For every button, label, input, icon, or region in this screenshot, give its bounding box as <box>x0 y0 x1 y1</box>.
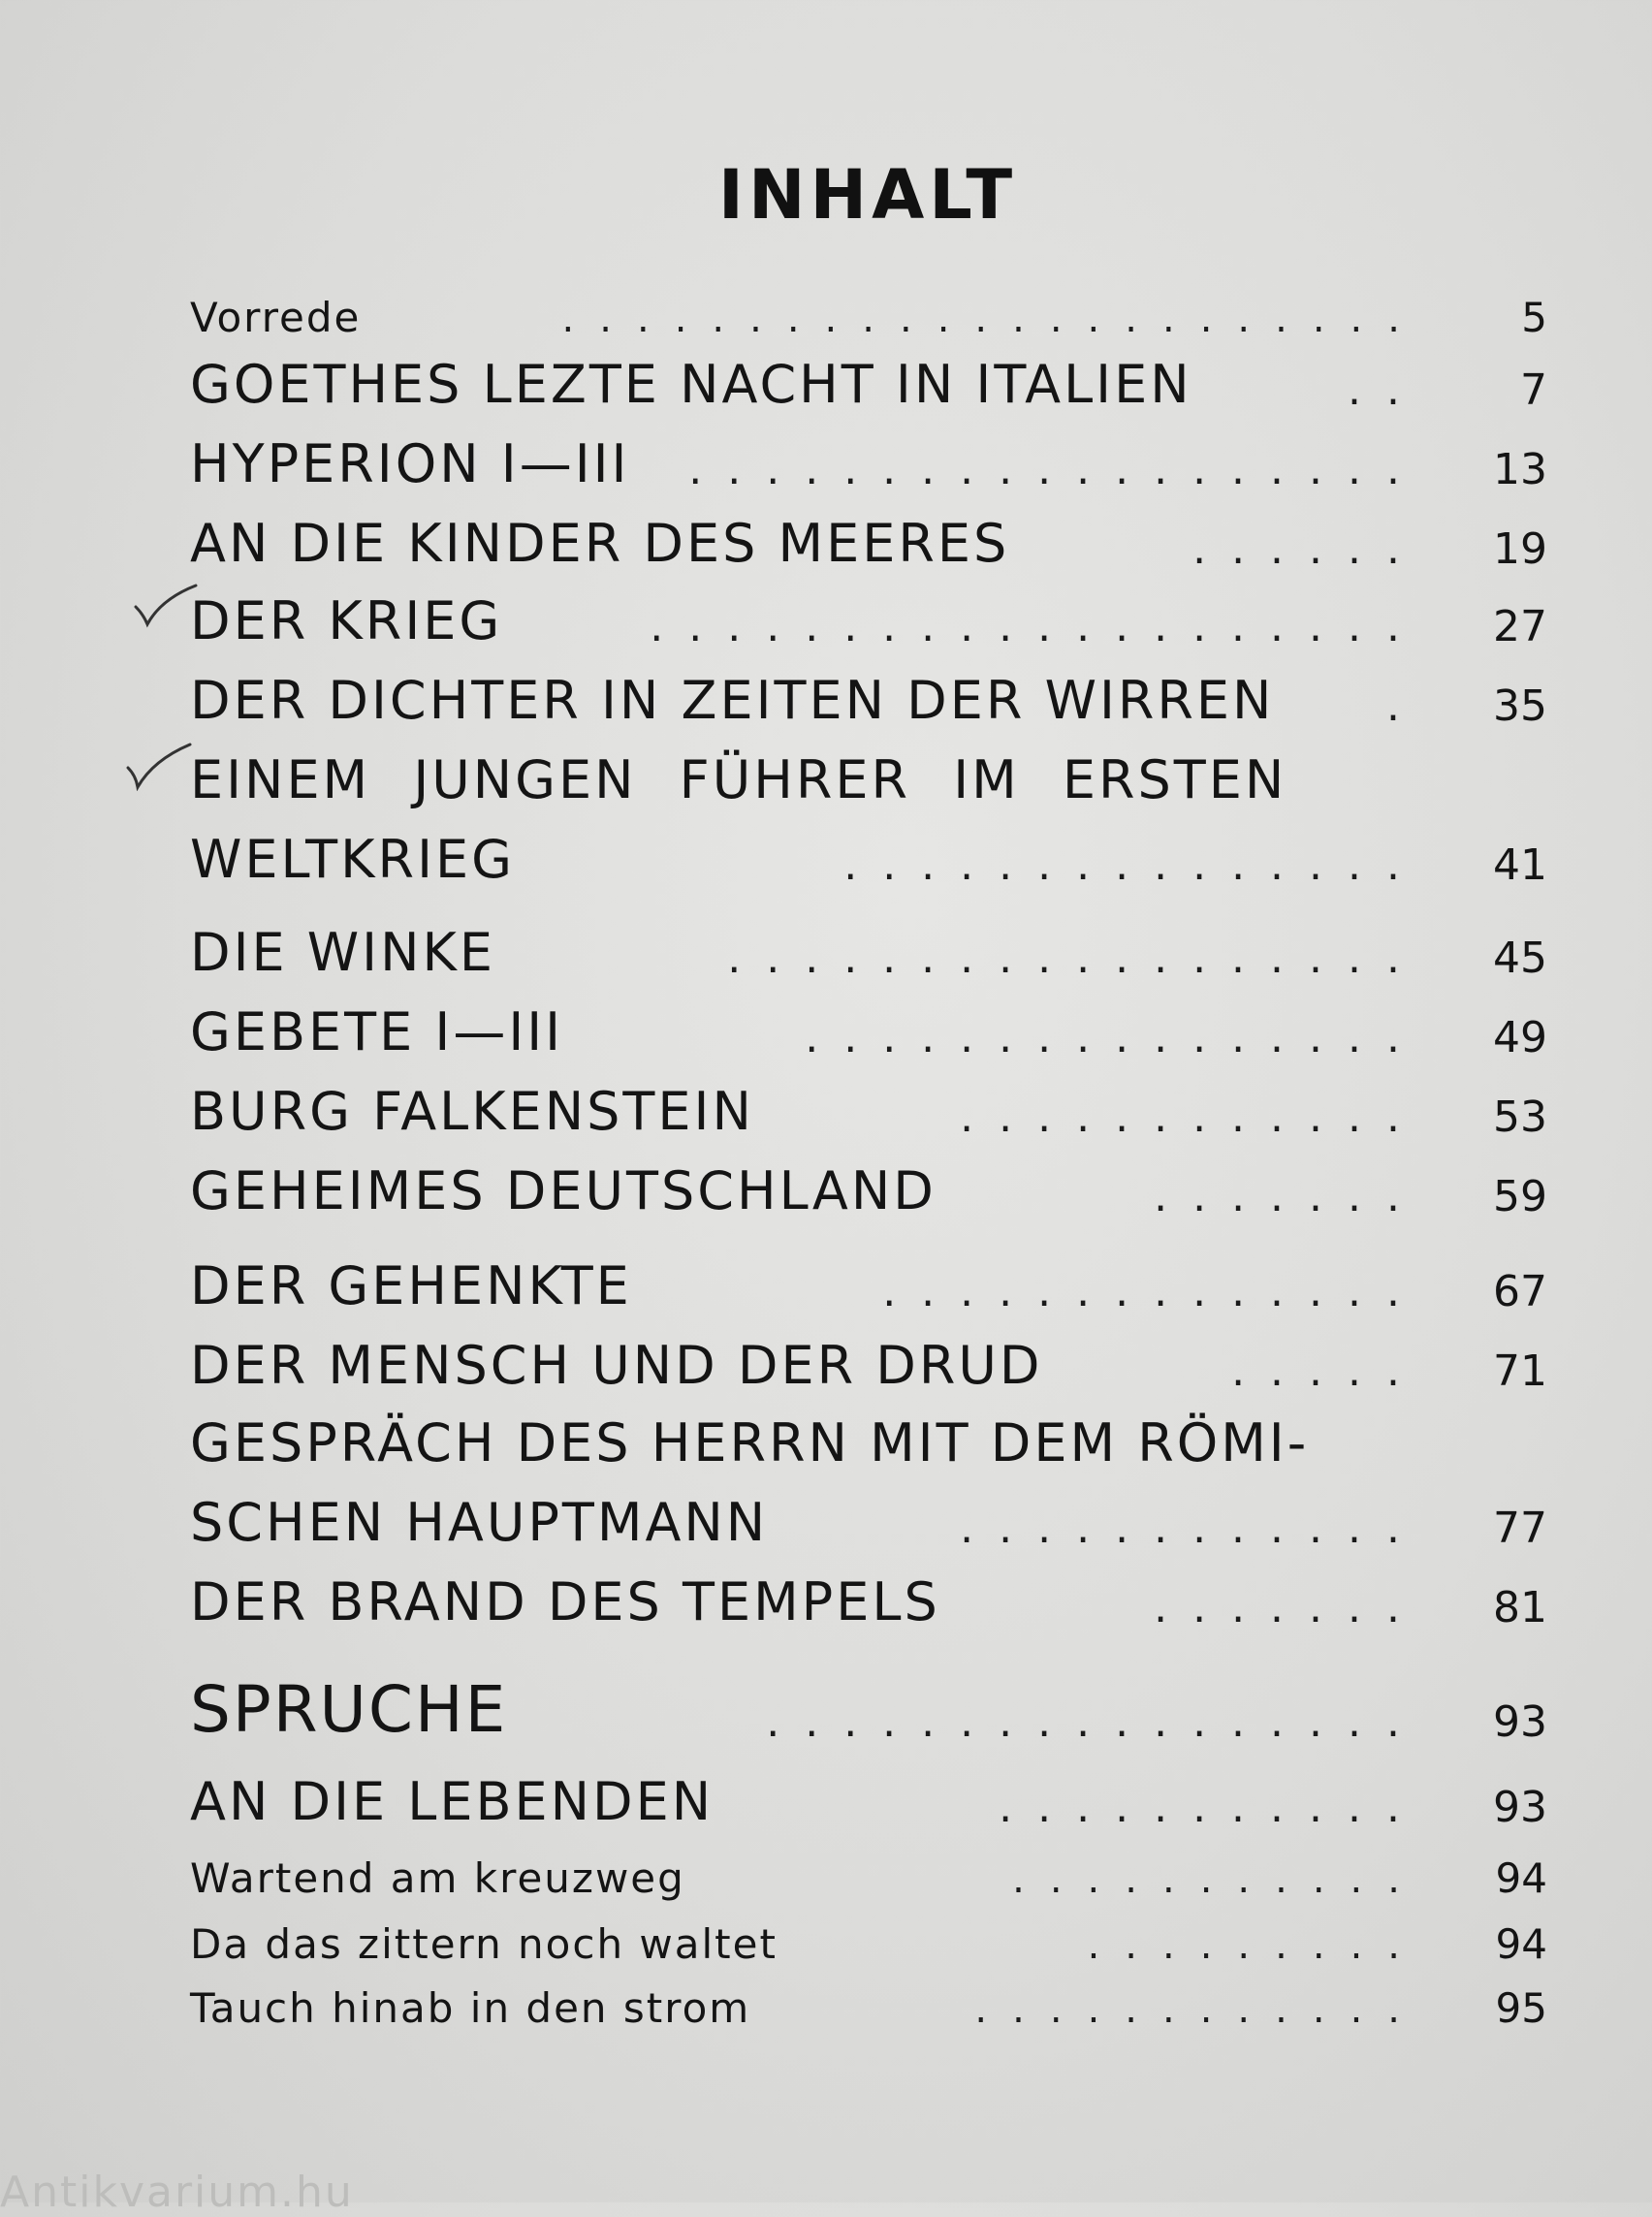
page-number: 41 <box>1493 840 1547 890</box>
leader-dots: ........... <box>999 1783 1425 1832</box>
leader-dots: ....... <box>1154 1583 1425 1632</box>
toc-entry <box>190 337 1547 415</box>
page-number: 49 <box>1493 1013 1547 1062</box>
toc-entry <box>190 417 1547 494</box>
toc-entry-first-line <box>190 733 1547 810</box>
entry-title: Vorrede <box>190 294 362 341</box>
page-number: 77 <box>1493 1504 1547 1553</box>
toc-entry-first-line <box>190 1396 1547 1473</box>
toc-entry <box>190 1555 1547 1632</box>
page-number: 67 <box>1493 1267 1547 1316</box>
leader-dots: ............ <box>960 1093 1425 1142</box>
page-number: 19 <box>1493 524 1547 574</box>
leader-dots: ............ <box>960 1504 1425 1553</box>
page-number: 93 <box>1493 1697 1547 1747</box>
entry-title: GEHEIMES DEUTSCHLAND <box>190 1160 937 1221</box>
leader-dots: .............. <box>882 1267 1425 1316</box>
toc-entry <box>190 985 1547 1062</box>
page-title: INHALT <box>717 155 1018 235</box>
toc-entry <box>190 1144 1547 1221</box>
toc-entry <box>190 574 1547 651</box>
entry-title: DER BRAND DES TEMPELS <box>190 1571 940 1632</box>
toc-entry <box>190 905 1547 983</box>
leader-dots: ...... <box>1192 524 1425 574</box>
leader-dots: ............... <box>843 840 1425 890</box>
entry-title: DER GEHENKTE <box>190 1255 632 1316</box>
entry-title: SCHEN HAUPTMANN <box>190 1492 769 1553</box>
toc-entry <box>190 1318 1547 1396</box>
toc-entry <box>190 1064 1547 1142</box>
page-number: 95 <box>1495 1984 1547 2032</box>
toc-entry <box>190 1475 1547 1553</box>
entry-title: HYPERION I—III <box>190 433 630 494</box>
entry-title: GEBETE I—III <box>190 1001 564 1062</box>
toc-entry <box>190 812 1547 890</box>
watermark: Antikvarium.hu <box>0 2168 354 2217</box>
page-number: 45 <box>1493 934 1547 983</box>
page-number: 5 <box>1521 294 1547 341</box>
page-number: 94 <box>1495 1854 1547 1902</box>
leader-dots: ................. <box>766 1697 1425 1747</box>
entry-title: SPRUCHE <box>190 1672 508 1747</box>
entry-title: AN DIE KINDER DES MEERES <box>190 513 1010 574</box>
toc-entry <box>190 1954 1547 2032</box>
checkmark-icon <box>132 582 200 630</box>
leader-dots: .. <box>1348 365 1425 415</box>
page-number: 7 <box>1520 365 1547 415</box>
page-number: 27 <box>1493 602 1547 651</box>
toc-entry <box>190 1755 1547 1832</box>
page-number: 35 <box>1493 681 1547 731</box>
entry-title: DER MENSCH UND DER DRUD <box>190 1335 1043 1396</box>
leader-dots: ....................... <box>561 297 1425 341</box>
entry-title: Tauch hinab in den strom <box>190 1984 751 2032</box>
page-number: 13 <box>1493 445 1547 494</box>
toc-entry <box>190 264 1547 341</box>
page-number: 94 <box>1495 1920 1547 1968</box>
entry-title: DIE WINKE <box>190 922 496 983</box>
leader-dots: . <box>1386 681 1425 731</box>
leader-dots: ........... <box>1012 1857 1425 1902</box>
entry-title-line1: GESPRÄCH DES HERRN MIT DEM RÖMI- <box>190 1412 1310 1473</box>
entry-title-line1: EINEM JUNGEN FÜHRER IM ERSTEN <box>190 749 1287 810</box>
toc-entry <box>190 653 1547 731</box>
leader-dots: ............ <box>974 1987 1425 2032</box>
leader-dots: ......... <box>1087 1923 1425 1968</box>
page-number: 81 <box>1493 1583 1547 1632</box>
leader-dots: .................. <box>727 934 1425 983</box>
page-number: 93 <box>1493 1783 1547 1832</box>
leader-dots: ..... <box>1231 1346 1425 1396</box>
page-number: 59 <box>1493 1172 1547 1221</box>
entry-title: WELTKRIEG <box>190 829 515 890</box>
page-number: 71 <box>1493 1346 1547 1396</box>
entry-title: DER KRIEG <box>190 590 503 651</box>
page-number: 53 <box>1493 1093 1547 1142</box>
leader-dots: .................... <box>650 602 1425 651</box>
leader-dots: ................... <box>688 445 1425 494</box>
toc-entry <box>190 1669 1547 1747</box>
toc-entry <box>190 496 1547 574</box>
leader-dots: ....... <box>1154 1172 1425 1221</box>
checkmark-icon <box>124 743 192 791</box>
toc-entry <box>190 1239 1547 1316</box>
entry-title: AN DIE LEBENDEN <box>190 1771 715 1832</box>
entry-title: Da das zittern noch waltet <box>190 1920 778 1968</box>
entry-title: DER DICHTER IN ZEITEN DER WIRREN <box>190 670 1275 731</box>
entry-title: GOETHES LEZTE NACHT IN ITALIEN <box>190 354 1192 415</box>
entry-title: Wartend am kreuzweg <box>190 1854 685 1902</box>
leader-dots: ................ <box>805 1013 1425 1062</box>
entry-title: BURG FALKENSTEIN <box>190 1081 754 1142</box>
